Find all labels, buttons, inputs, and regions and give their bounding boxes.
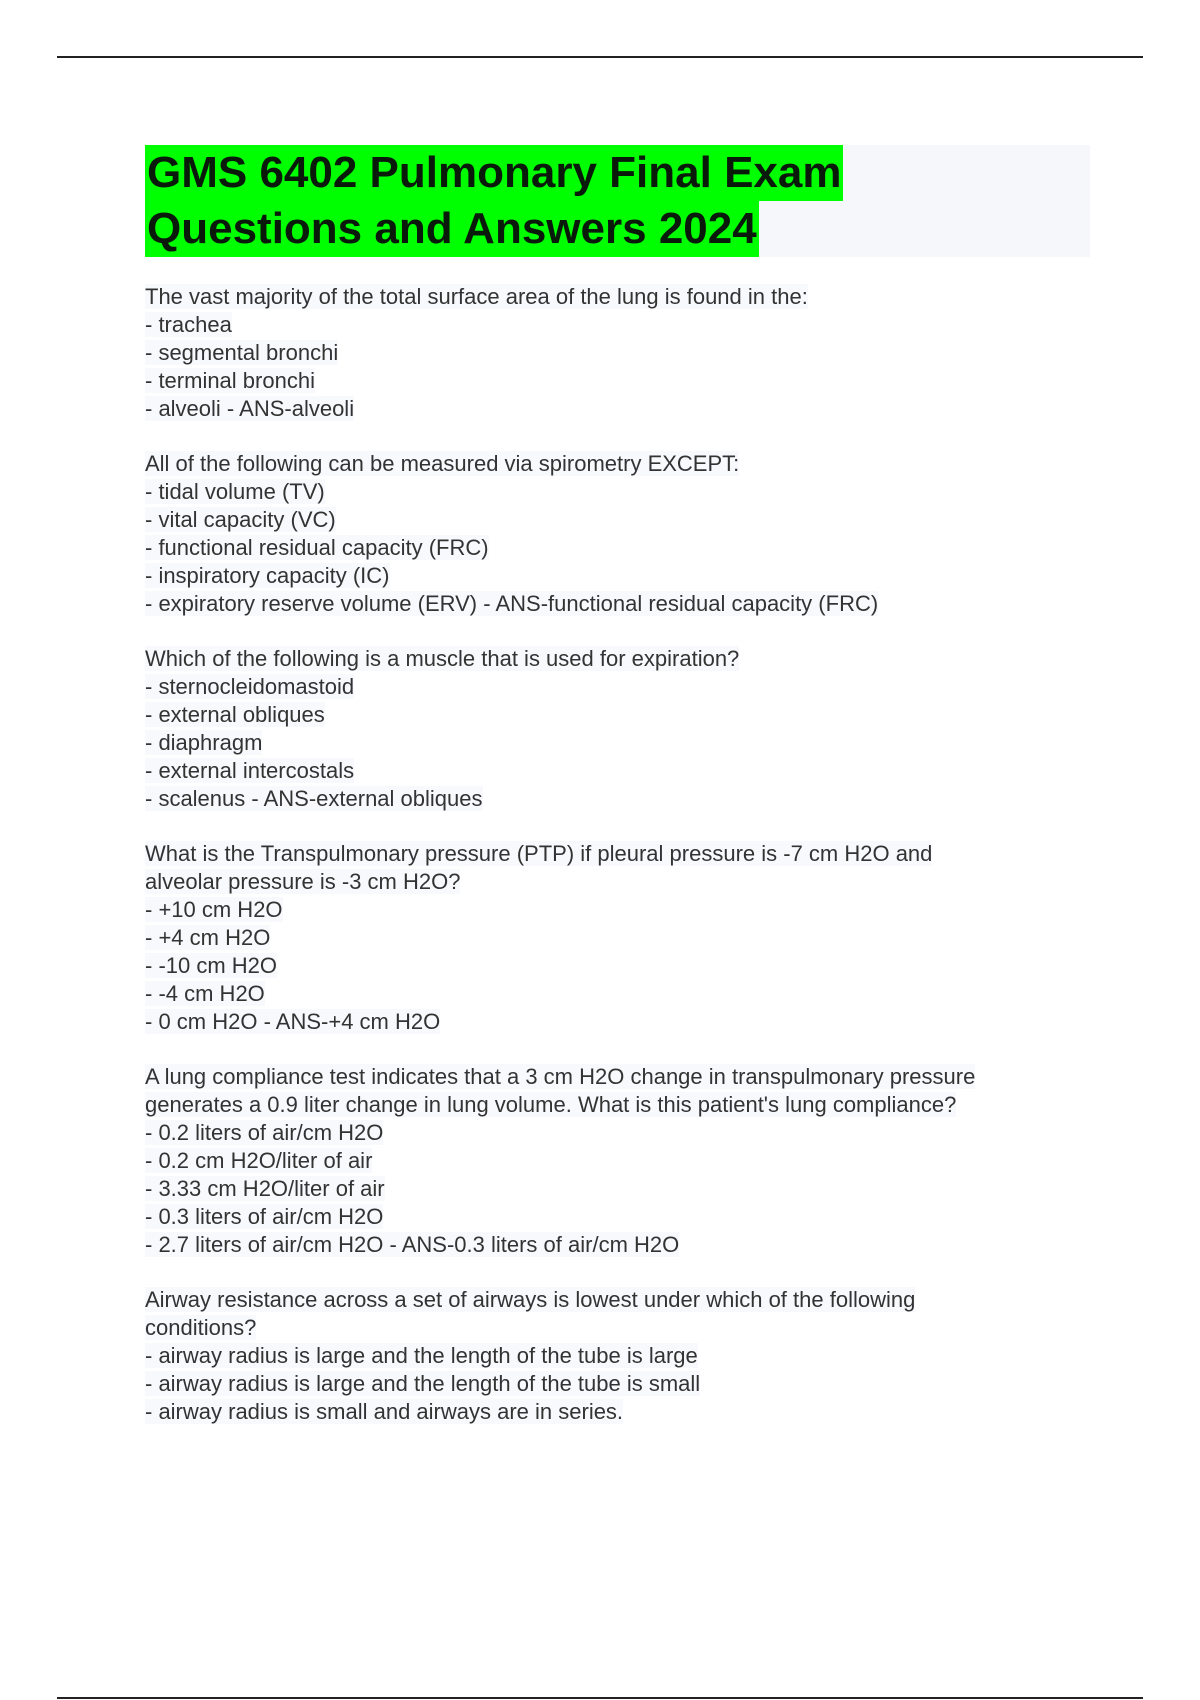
answer-option-text: - alveoli - ANS-alveoli [145, 396, 355, 421]
answer-option [145, 1119, 1090, 1147]
question-block [145, 1286, 1090, 1426]
answer-option [145, 395, 1090, 423]
question-text [145, 1286, 1090, 1314]
question-block [145, 450, 1090, 618]
question-text [145, 283, 1090, 311]
answer-option [145, 1175, 1090, 1203]
answer-option-text: - 3.33 cm H2O/liter of air [145, 1176, 385, 1201]
question-text [145, 840, 1090, 868]
answer-option [145, 1342, 1090, 1370]
answer-option-text: - inspiratory capacity (IC) [145, 563, 390, 588]
answer-option [145, 1008, 1090, 1036]
title-line-2: Questions and Answers 2024 [145, 201, 759, 257]
answer-option-text: - +10 cm H2O [145, 897, 283, 922]
answer-option-text: - trachea [145, 312, 232, 337]
question-text-span: alveolar pressure is -3 cm H2O? [145, 869, 461, 894]
question-text-span: Airway resistance across a set of airways is lowest under which of the following [145, 1287, 916, 1312]
answer-option-text: - segmental bronchi [145, 340, 339, 365]
answer-option [145, 924, 1090, 952]
question-block [145, 840, 1090, 1036]
answer-option [145, 1398, 1090, 1426]
answer-option [145, 1147, 1090, 1175]
answer-option-text: - 2.7 liters of air/cm H2O - ANS-0.3 liters of air/cm H2O [145, 1232, 680, 1257]
answer-option [145, 506, 1090, 534]
question-text [145, 1091, 1090, 1119]
answer-option [145, 952, 1090, 980]
answer-option-text: - external intercostals [145, 758, 355, 783]
answer-option-text: - terminal bronchi [145, 368, 315, 393]
answer-option [145, 757, 1090, 785]
answer-option-text: - airway radius is small and airways are in series. [145, 1399, 624, 1424]
question-block [145, 645, 1090, 813]
question-text [145, 1314, 1090, 1342]
answer-option-text: - 0.2 liters of air/cm H2O [145, 1120, 384, 1145]
answer-option [145, 729, 1090, 757]
answer-option-text: - scalenus - ANS-external obliques [145, 786, 483, 811]
answer-option [145, 562, 1090, 590]
question-text-span: What is the Transpulmonary pressure (PTP) if pleural pressure is -7 cm H2O and [145, 841, 933, 866]
answer-option [145, 339, 1090, 367]
answer-option [145, 896, 1090, 924]
answer-option [145, 590, 1090, 618]
question-text [145, 645, 1090, 673]
answer-option-text: - 0.3 liters of air/cm H2O [145, 1204, 384, 1229]
answer-option [145, 785, 1090, 813]
answer-option [145, 1370, 1090, 1398]
answer-option-text: - airway radius is large and the length of the tube is small [145, 1371, 701, 1396]
answer-option [145, 1203, 1090, 1231]
question-text [145, 868, 1090, 896]
question-text-span: Which of the following is a muscle that is used for expiration? [145, 646, 740, 671]
answer-option-text: - -4 cm H2O [145, 981, 265, 1006]
answer-option [145, 478, 1090, 506]
answer-option [145, 534, 1090, 562]
answer-option [145, 311, 1090, 339]
answer-option [145, 980, 1090, 1008]
question-text-span: The vast majority of the total surface area of the lung is found in the: [145, 284, 808, 309]
document-title [145, 145, 1090, 257]
bottom-rule [57, 1697, 1143, 1699]
top-rule [57, 56, 1143, 58]
answer-option-text: - functional residual capacity (FRC) [145, 535, 489, 560]
answer-option [145, 701, 1090, 729]
question-block [145, 283, 1090, 423]
answer-option-text: - tidal volume (TV) [145, 479, 325, 504]
title-line-1: GMS 6402 Pulmonary Final Exam [145, 145, 843, 201]
question-text [145, 1063, 1090, 1091]
question-list [145, 283, 1090, 1426]
question-text-span: generates a 0.9 liter change in lung volume. What is this patient's lung compliance? [145, 1092, 957, 1117]
answer-option-text: - diaphragm [145, 730, 263, 755]
answer-option-text: - sternocleidomastoid [145, 674, 355, 699]
answer-option [145, 1231, 1090, 1259]
answer-option-text: - -10 cm H2O [145, 953, 278, 978]
answer-option-text: - +4 cm H2O [145, 925, 271, 950]
question-text [145, 450, 1090, 478]
answer-option-text: - external obliques [145, 702, 325, 727]
answer-option [145, 673, 1090, 701]
answer-option-text: - expiratory reserve volume (ERV) - ANS-functional residual capacity (FRC) [145, 591, 879, 616]
answer-option-text: - 0.2 cm H2O/liter of air [145, 1148, 373, 1173]
answer-option-text: - airway radius is large and the length of the tube is large [145, 1343, 698, 1368]
answer-option-text: - 0 cm H2O - ANS-+4 cm H2O [145, 1009, 441, 1034]
document-body [145, 145, 1090, 1453]
question-text-span: A lung compliance test indicates that a 3 cm H2O change in transpulmonary pressure [145, 1064, 976, 1089]
question-text-span: All of the following can be measured via spirometry EXCEPT: [145, 451, 740, 476]
answer-option [145, 367, 1090, 395]
question-block [145, 1063, 1090, 1259]
answer-option-text: - vital capacity (VC) [145, 507, 336, 532]
question-text-span: conditions? [145, 1315, 257, 1340]
